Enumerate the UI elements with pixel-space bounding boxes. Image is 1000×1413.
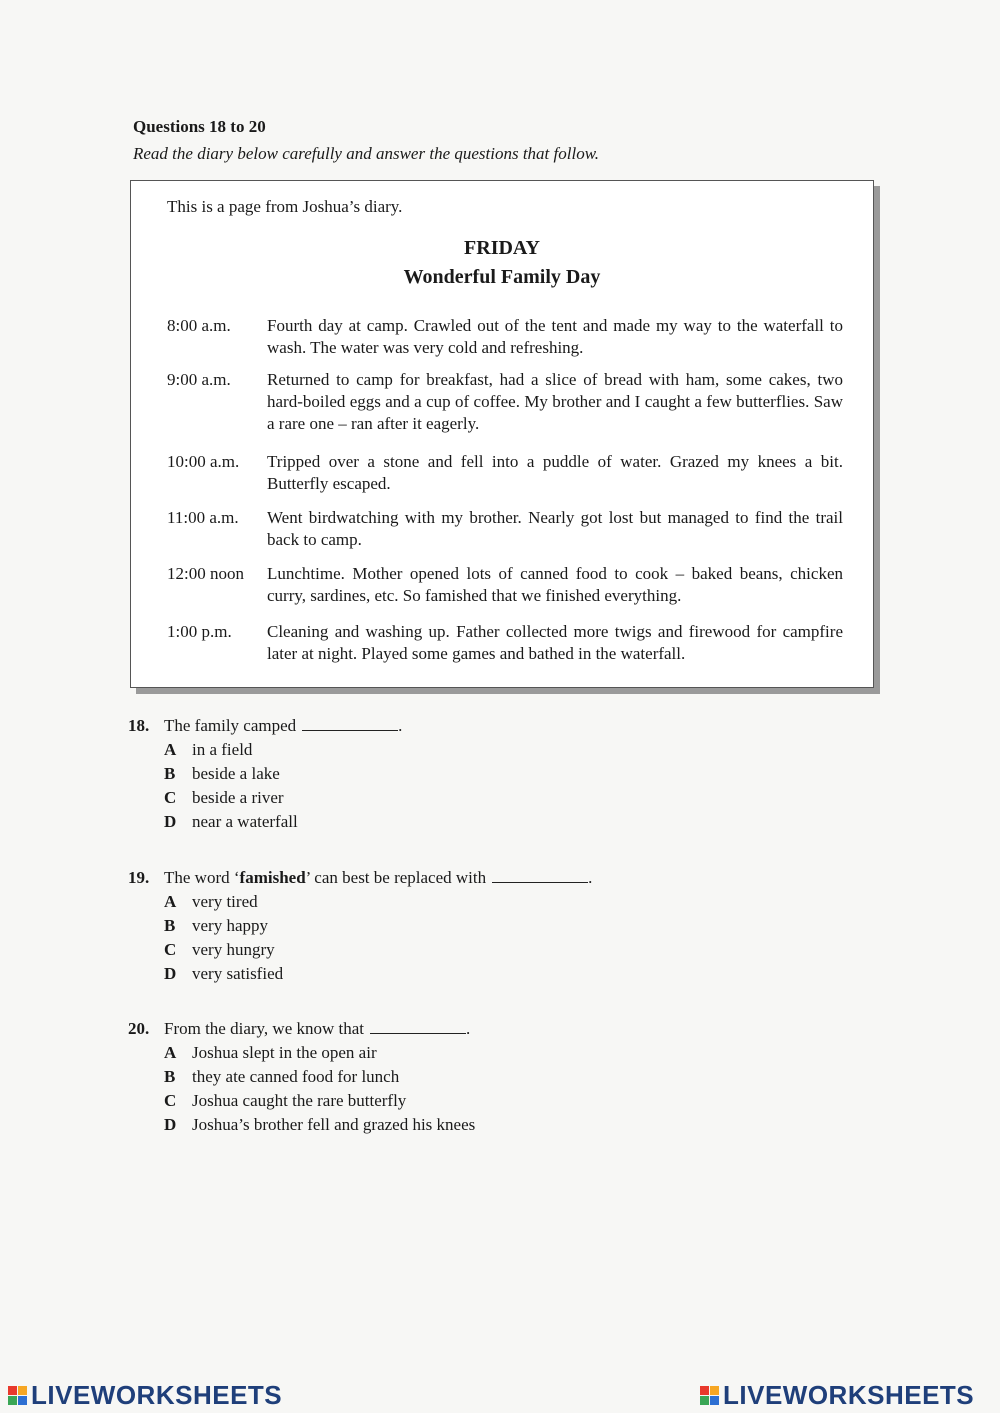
entry-time: 9:00 a.m. [167, 370, 231, 389]
option-b[interactable]: B they ate canned food for lunch [164, 1067, 400, 1086]
option-a[interactable]: A in a field [164, 740, 253, 759]
answer-blank[interactable] [370, 1021, 466, 1034]
entry-time: 11:00 a.m. [167, 508, 239, 527]
option-c[interactable]: C Joshua caught the rare butterfly [164, 1091, 407, 1110]
question-number: 20. [128, 1019, 150, 1038]
option-b[interactable]: B beside a lake [164, 764, 280, 783]
entry-time: 12:00 noon [167, 564, 244, 583]
diary-entry [167, 563, 843, 607]
diary-entry [167, 315, 843, 359]
question-number: 19. [128, 868, 150, 887]
options-list [164, 738, 402, 834]
instruction-text: Read the diary below carefully and answer the questions that follow. [133, 144, 600, 163]
diary-entry [167, 507, 843, 551]
question-stem: From the diary, we know that [164, 1019, 365, 1038]
answer-blank[interactable] [492, 870, 588, 883]
question-18: 18. The family camped . A in a field B beside a lake C beside a river D near a waterfall [128, 716, 402, 834]
option-b[interactable]: B very happy [164, 916, 269, 935]
option-c[interactable]: C very hungry [164, 940, 275, 959]
options-list [164, 890, 592, 986]
entry-time: 1:00 p.m. [167, 622, 232, 641]
question-stem: The family camped [164, 716, 297, 735]
diary-box [130, 180, 874, 688]
diary-entry [167, 621, 843, 665]
diary-day: FRIDAY [464, 237, 540, 259]
question-20: 20. From the diary, we know that . A Joshua slept in the open air B they ate canned food for lunch C Joshua caught the rare butterfly D Joshua’s brother fell and grazed his knees [128, 1019, 475, 1137]
entry-text: Lunchtime. Mother opened lots of canned food to cook – baked beans, chicken curry, sardines, etc. So famished that we finished everything. [267, 564, 843, 605]
liveworksheets-logo-left[interactable]: LIVEWORKSHEETS [8, 1380, 282, 1411]
question-19: 19. The word ‘famished’ can best be replaced with . A very tired B very happy C very hungry D very satisfied [128, 868, 592, 986]
option-d[interactable]: D Joshua’s brother fell and grazed his knees [164, 1115, 476, 1134]
option-d[interactable]: D near a waterfall [164, 812, 298, 831]
diary-entry [167, 369, 843, 435]
entry-text: Returned to camp for breakfast, had a slice of bread with ham, some cakes, two hard-boiled eggs and a cup of coffee. My brother and I caught a few butterflies. Saw a rare one – ran after it eagerly. [267, 370, 843, 433]
option-a[interactable]: A very tired [164, 892, 258, 911]
entry-time: 10:00 a.m. [167, 452, 240, 471]
entry-text: Went birdwatching with my brother. Nearly got lost but managed to find the trail back to camp. [267, 508, 843, 549]
diary-title: Wonderful Family Day [403, 266, 601, 288]
question-number: 18. [128, 716, 150, 735]
diary-intro: This is a page from Joshua’s diary. [167, 197, 403, 216]
entry-text: Cleaning and washing up. Father collected more twigs and firewood for campfire later at night. Played some games and bathed in the waterfall. [267, 622, 843, 663]
entry-text: Tripped over a stone and fell into a puddle of water. Grazed my knees a bit. Butterfly escaped. [267, 452, 843, 493]
entry-time: 8:00 a.m. [167, 316, 231, 335]
liveworksheets-logo-right[interactable]: LIVEWORKSHEETS [700, 1380, 974, 1411]
option-c[interactable]: C beside a river [164, 788, 284, 807]
option-d[interactable]: D very satisfied [164, 964, 284, 983]
answer-blank[interactable] [302, 718, 398, 731]
keyword: famished [239, 868, 306, 887]
option-a[interactable]: A Joshua slept in the open air [164, 1043, 377, 1062]
entry-text: Fourth day at camp. Crawled out of the tent and made my way to the waterfall to wash. The water was very cold and refreshing. [267, 316, 843, 357]
liveworksheets-logo-icon [8, 1386, 27, 1405]
diary-entry [167, 451, 843, 495]
options-list [164, 1041, 475, 1137]
liveworksheets-logo-icon [700, 1386, 719, 1405]
question-stem: The word ‘ [164, 868, 240, 887]
questions-heading: Questions 18 to 20 [133, 117, 266, 136]
